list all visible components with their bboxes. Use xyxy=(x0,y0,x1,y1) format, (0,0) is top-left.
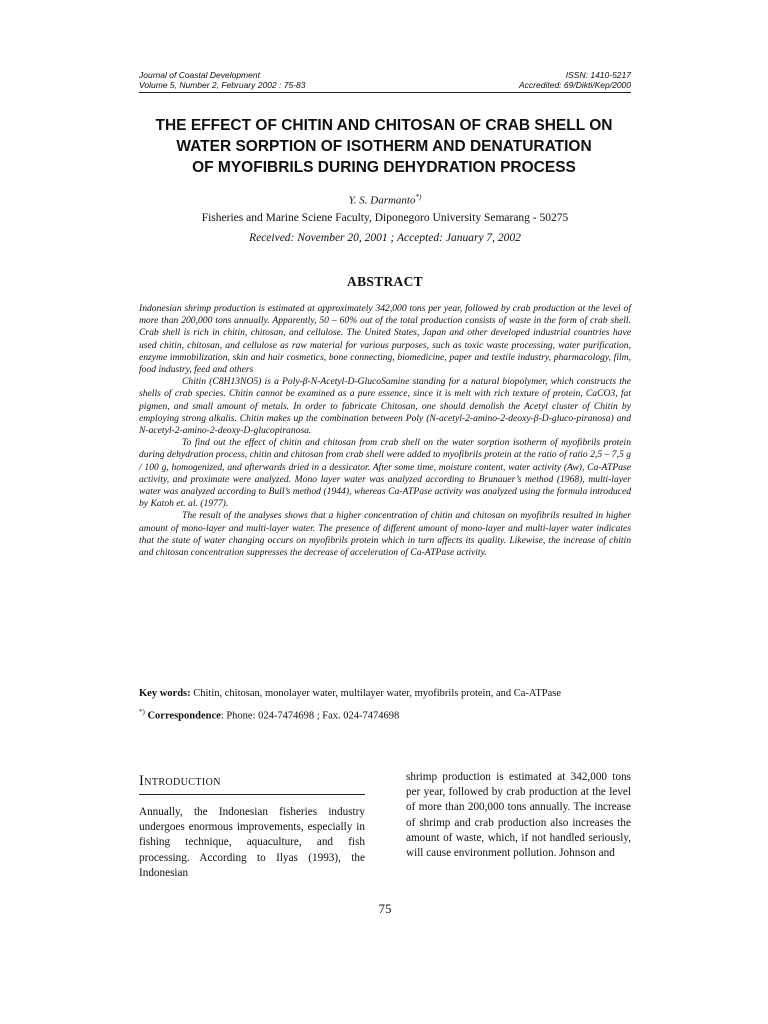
abstract-paragraph-4: The result of the analyses shows that a higher concentration of chitin and chitosan on myofibrils resulted in higher amount of mono-layer and multi-layer water. The presence of different amount of mono-layer and multi-layer water indicates that the state of water changing occurs on myofibrils protein which in turn affects its quality. Likewise, the increase of chitin and chitosan concentration suppresses the decrease of acceleration of Ca-ATPase activity. xyxy=(139,510,631,559)
header-divider xyxy=(139,92,631,93)
received-dates: Received: November 20, 2001 ; Accepted: January 7, 2002 xyxy=(249,232,521,244)
correspondence xyxy=(139,708,631,722)
keywords-text: Chitin, chitosan, monolayer water, multilayer water, myofibrils protein, and Ca-ATPase xyxy=(190,688,561,699)
affiliation: Fisheries and Marine Sciene Faculty, Diponegoro University Semarang - 50275 xyxy=(201,212,569,224)
journal-header-left xyxy=(139,70,439,90)
keywords xyxy=(139,688,631,699)
journal-volume: Volume 5, Number 2, February 2002 : 75-83 xyxy=(139,80,306,90)
abstract-body xyxy=(139,303,631,559)
introduction-heading: Introduction xyxy=(139,773,365,795)
page-number: 75 xyxy=(378,901,392,916)
abstract-paragraph-1: Indonesian shrimp production is estimated at approximately 342,000 tons per year, followed by crab production at the level of more than 200,000 tons annually. Apparently, 50 – 60% out of the total production consists of waste in the form of crab shell. Crab shell is rich in chitin, chitosan, and cellulose. The United States, Japan and other developed industrial countries have used chitin, chitosan, and cellulose as raw material for various purposes, such as toxic waste processing, water purification, enzyme immobilization, skin and hair cosmetics, bone connecting, biomedicine, paper and textile industry, pharmacology, film, food industry, feed and others xyxy=(139,303,631,376)
title-line-2: WATER SORPTION OF ISOTHERM AND DENATURATION xyxy=(176,138,592,155)
abstract-heading: ABSTRACT xyxy=(347,274,423,289)
title-line-1: THE EFFECT OF CHITIN AND CHITOSAN OF CRAB SHELL ON xyxy=(155,117,613,134)
author-line xyxy=(139,193,631,207)
author-name: Y. S. Darmanto xyxy=(348,194,416,207)
abstract-paragraph-3: To find out the effect of chitin and chitosan from crab shell on the water sorption isotherm of myofibrils protein during dehydration process, chitin and chitosan from crab shell were added to myofibrils protein at the ratio of ratio 2,5 – 7,5 g / 100 g, homogenized, and afterwards dried in a dessicator. After some time, moisture content, water activity (Aw), Ca-ATPase activity, and proximate were analyzed. Mono layer water was analyzed according to Brunauer’s method (1968), multi-layer water was analyzed according to Bull’s method (1944), whereas Ca-ATPase activity was analyzed using the formula introduced by Katoh et. al. (1977). xyxy=(139,437,631,510)
introduction-left-column: Annually, the Indonesian fisheries industry undergoes enormous improvements, especially in fishing technique, aquaculture, and fish processing. According to Ilyas (1993), the Indonesian xyxy=(139,806,365,879)
introduction-right-column: shrimp production is estimated at 342,000 tons per year, followed by crab production at the level of more than 200,000 tons annually. The increase of shrimp and crab production also increases the amount of waste, which, if not handled seriously, will cause environment pollution. Johnson and xyxy=(406,771,631,860)
journal-issn: ISSN: 1410-5217 xyxy=(565,70,631,80)
abstract-paragraph-2: Chitin (C8H13NO5) is a Poly-β-N-Acetyl-D-GlucoSamine standing for a natural biopolymer, which constructs the shells of crab species. Chitin cannot be examined as a pure essence, since it is melt with rich texture of protein, CaCO3, fat pigmen, and small amount of metals. In order to fabricate Chitosan, one should demolish the Acetyl cluster of Chitin by employing strong alkalis. Chitin makes up the combination between Poly (N-acetyl-2-amino-2-deoxy-β-D-gluco-piranosa) and N-acetyl-2-amino-2-deoxy-D-glucopiranosa. xyxy=(139,376,631,437)
author-marker: *) xyxy=(415,193,422,201)
title-line-3: OF MYOFIBRILS DURING DEHYDRATION PROCESS xyxy=(192,159,576,176)
correspondence-label: Correspondence xyxy=(147,710,221,722)
keywords-label: Key words: xyxy=(139,688,191,699)
paper-title xyxy=(120,115,648,178)
journal-header-right xyxy=(430,70,631,90)
journal-name: Journal of Coastal Development xyxy=(139,70,260,80)
correspondence-marker: *) xyxy=(139,708,145,716)
journal-accreditation: Accredited: 69/Dikti/Kep/2000 xyxy=(519,80,631,90)
correspondence-text: : Phone: 024-7474698 ; Fax. 024-7474698 xyxy=(220,710,400,722)
